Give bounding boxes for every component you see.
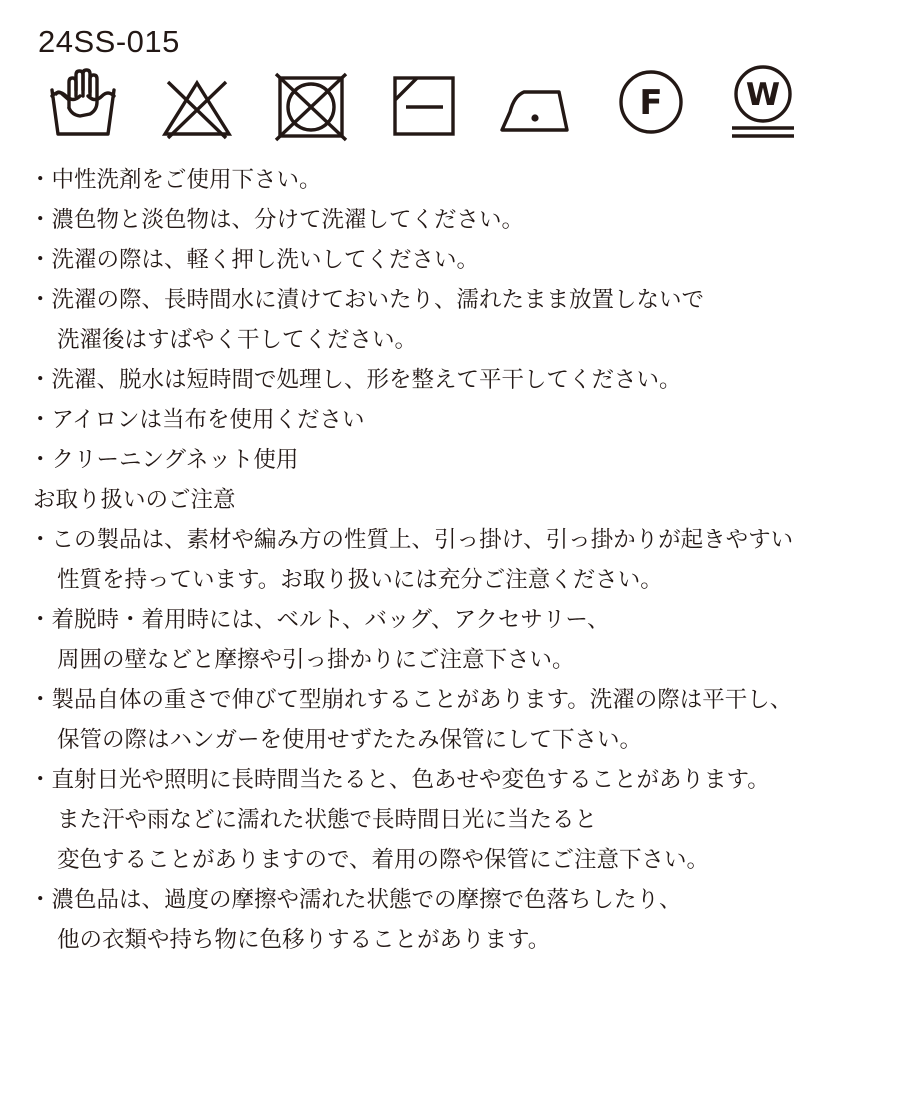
caution-line: 性質を持っています。お取り扱いには充分ご注意ください。: [57, 567, 663, 593]
caution-line: 変色することがありますので、着用の際や保管にご注意下さい。: [57, 847, 710, 873]
dry-clean-f-icon: [612, 64, 690, 142]
caution-line: ・製品自体の重さで伸びて型崩れすることがあります。洗濯の際は平干し、: [29, 687, 793, 713]
instruction-line: ・洗濯、脱水は短時間で処理し、形を整えて平干してください。: [29, 367, 682, 393]
wet-clean-letter: W: [745, 77, 781, 113]
caution-line: ・着脱時・着用時には、ベルト、バッグ、アクセサリー、: [29, 607, 610, 633]
caution-line: ・この製品は、素材や編み方の性質上、引っ掛け、引っ掛かりが起きやすい: [29, 527, 794, 553]
wet-clean-w-icon: [724, 62, 802, 140]
instruction-line: ・アイロンは当布を使用ください: [29, 407, 365, 433]
instruction-line: ・クリーニングネット使用: [29, 447, 299, 473]
caution-line: ・直射日光や照明に長時間当たると、色あせや変色することがあります。: [29, 767, 770, 793]
caution-line: ・濃色品は、過度の摩擦や濡れた状態での摩擦で色落ちしたり、: [29, 887, 682, 913]
instruction-line: ・中性洗剤をご使用下さい。: [29, 167, 322, 193]
care-symbols: [0, 66, 920, 156]
instruction-line: ・洗濯の際、長時間水に漬けておいたり、濡れたまま放置しないで: [29, 287, 705, 313]
caution-line: 他の衣類や持ち物に色移りすることがあります。: [57, 927, 551, 953]
no-tumble-dry-icon: [272, 66, 350, 144]
caution-line: また汗や雨などに濡れた状態で長時間日光に当たると: [57, 807, 598, 833]
dry-flat-shade-icon: [386, 66, 464, 144]
no-bleach-icon: [158, 66, 236, 144]
product-code: 24SS-015: [38, 24, 180, 59]
iron-low-icon: [498, 66, 576, 144]
instruction-line: ・濃色物と淡色物は、分けて洗濯してください。: [29, 207, 525, 233]
caution-line: 保管の際はハンガーを使用せずたたみ保管にして下さい。: [57, 727, 643, 753]
hand-wash-icon: [44, 66, 122, 144]
instruction-line: 洗濯後はすばやく干してください。: [57, 327, 418, 353]
section-heading: お取り扱いのご注意: [33, 487, 236, 513]
caution-line: 周囲の壁などと摩擦や引っ掛かりにご注意下さい。: [57, 647, 575, 673]
dry-clean-letter: F: [639, 83, 663, 123]
instruction-line: ・洗濯の際は、軽く押し洗いしてください。: [29, 247, 480, 273]
